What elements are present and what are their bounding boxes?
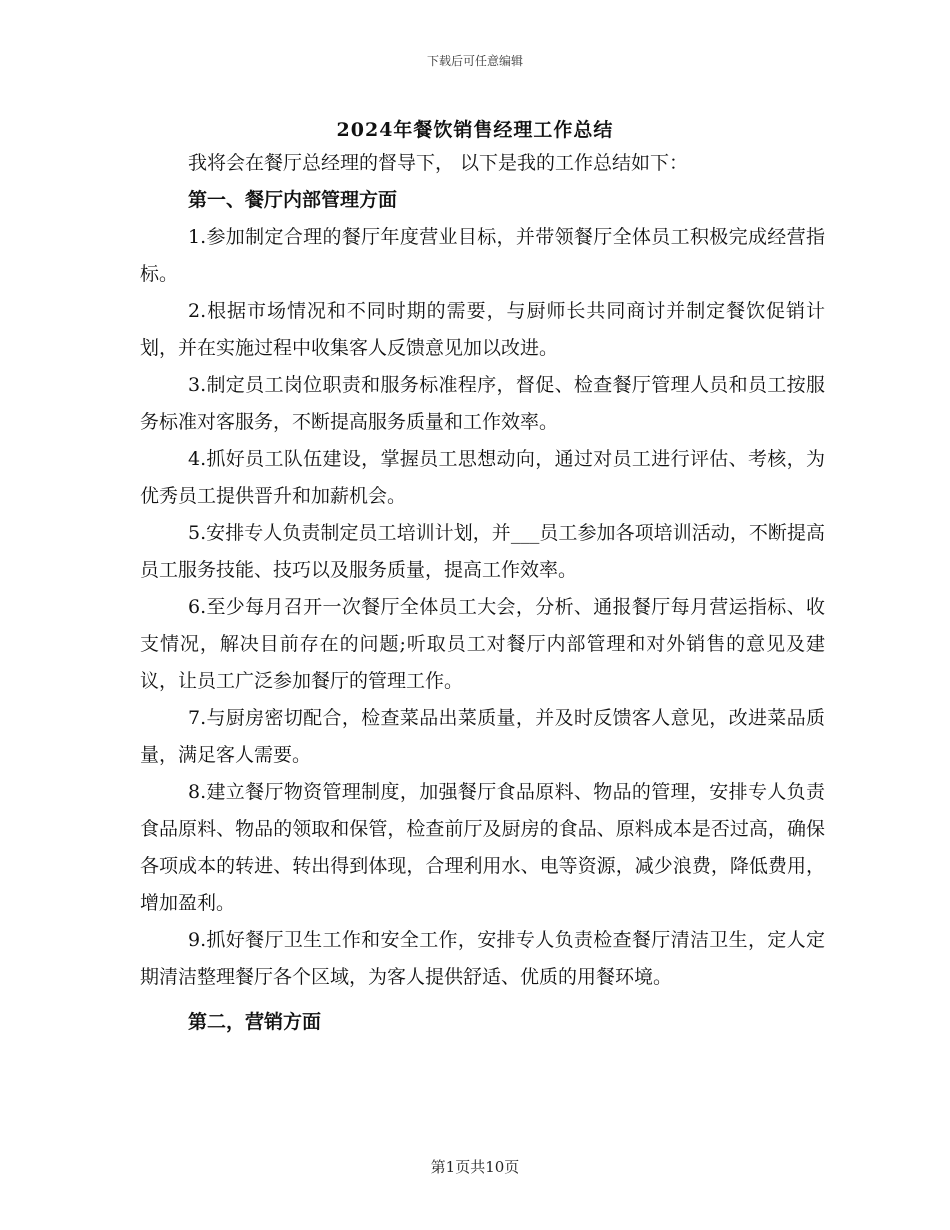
document-body (140, 145, 825, 1041)
section-2-heading: 第二，营销方面 (188, 1011, 322, 1033)
section-spacer (140, 996, 825, 1004)
header-note: 下载后可任意编辑 (426, 54, 523, 68)
section-1-item-7: 7.与厨房密切配合，检查菜品出菜质量，并及时反馈客人意见，改进菜品质量，满足客人需要。 (140, 707, 825, 766)
document-title: 2024年餐饮销售经理工作总结 (336, 119, 614, 141)
section-1-heading: 第一、餐厅内部管理方面 (188, 189, 398, 211)
section-1-item-9: 9.抓好餐厅卫生工作和安全工作，安排专人负责检查餐厅清洁卫生，定人定期清洁整理餐厅各个区域，为客人提供舒适、优质的用餐环境。 (140, 929, 825, 988)
section-1-item-8: 8.建立餐厅物资管理制度，加强餐厅食品原料、物品的管理，安排专人负责食品原料、物品的领取和保管，检查前厅及厨房的食品、原料成本是否过高，确保各项成本的转进、转出得到体现，合理利用水、电等资源，减少浪费，降低费用，增加盈利。 (140, 781, 825, 914)
section-1-item-1: 1.参加制定合理的餐厅年度营业目标，并带领餐厅全体员工积极完成经营指标。 (140, 226, 825, 285)
section-1-item-5: 5.安排专人负责制定员工培训计划，并___员工参加各项培训活动，不断提高员工服务技能、技巧以及服务质量，提高工作效率。 (140, 522, 825, 581)
intro-paragraph: 我将会在餐厅总经理的督导下， 以下是我的工作总结如下： (188, 152, 689, 174)
page-footer: 第1页共10页 (430, 1158, 520, 1176)
section-1-item-2: 2.根据市场情况和不同时期的需要，与厨师长共同商讨并制定餐饮促销计划，并在实施过程中收集客人反馈意见加以改进。 (140, 300, 825, 359)
section-1-item-4: 4.抓好员工队伍建设，掌握员工思想动向，通过对员工进行评估、考核，为优秀员工提供晋升和加薪机会。 (140, 448, 825, 507)
section-1-item-3: 3.制定员工岗位职责和服务标准程序，督促、检查餐厅管理人员和员工按服务标准对客服务，不断提高服务质量和工作效率。 (140, 374, 825, 433)
section-1-item-6: 6.至少每月召开一次餐厅全体员工大会，分析、通报餐厅每月营运指标、收支情况，解决目前存在的问题;听取员工对餐厅内部管理和对外销售的意见及建议，让员工广泛参加餐厅的管理工作。 (140, 596, 825, 692)
